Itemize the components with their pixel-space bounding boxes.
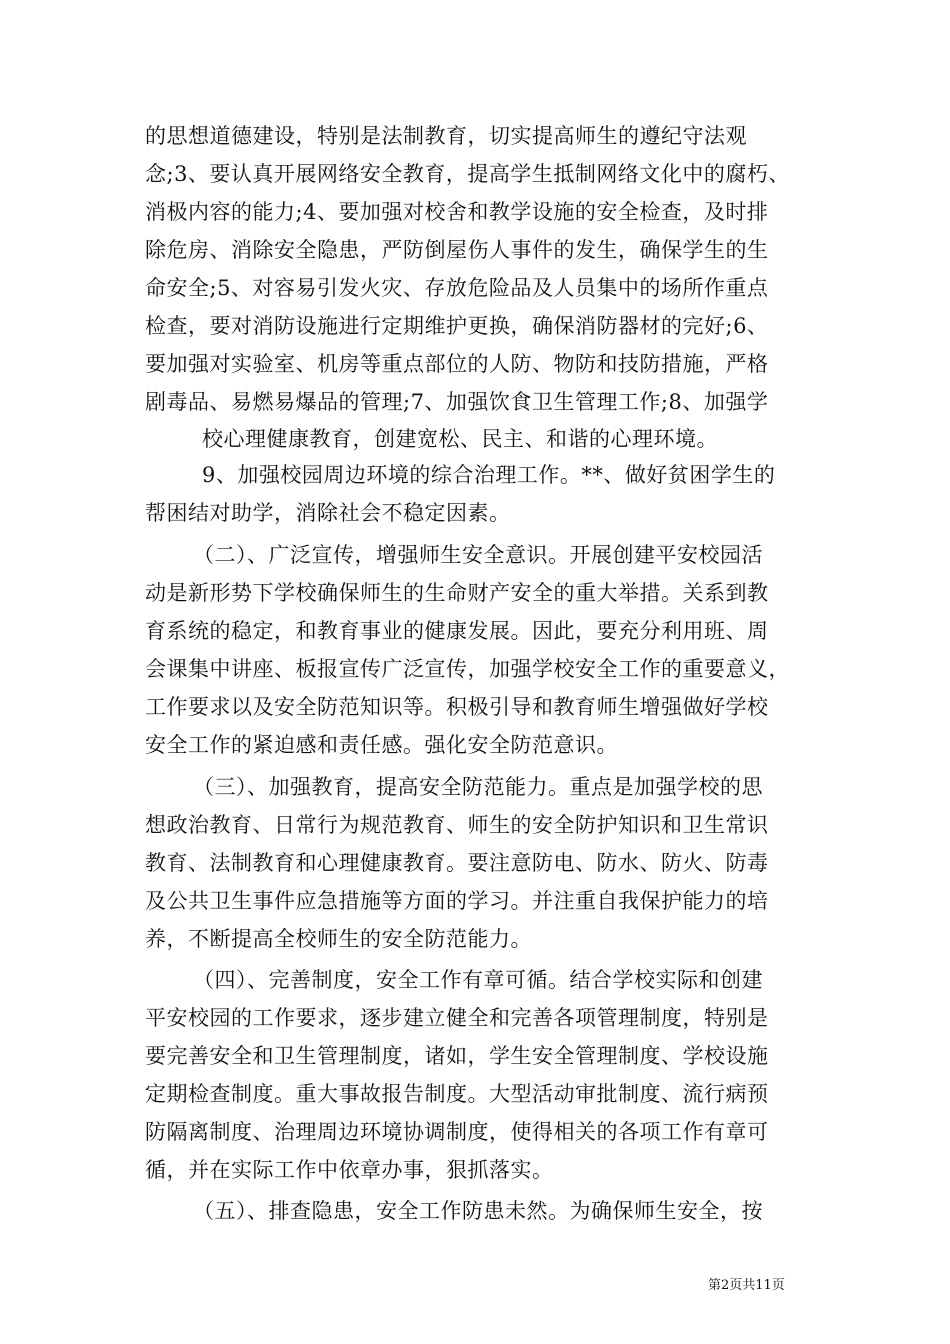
text-line: 剧毒品、易燃易爆品的管理;7、加强饮食卫生管理工作;8、加强学 [145,390,769,414]
text-line: 消极内容的能力;4、要加强对校舍和教学设施的安全检查，及时排 [145,200,769,224]
text-line: 养，不断提高全校师生的安全防范能力。 [145,927,532,951]
text-line: 定期检查制度。重大事故报告制度。大型活动审批制度、流行病预 [145,1082,769,1106]
text-line: 会课集中讲座、板报宣传广泛宣传，加强学校安全工作的重要意义， [145,657,790,681]
text-line: 帮困结对助学，消除社会不稳定因素。 [145,501,511,525]
text-line: 检查，要对消防设施进行定期维护更换，确保消防器材的完好;6、 [145,314,769,338]
text-line: 动是新形势下学校确保师生的生命财产安全的重大举措。关系到教 [145,581,769,605]
text-line: 命安全;5、对容易引发火灾、存放危险品及人员集中的场所作重点 [145,276,769,300]
text-line: （二）、广泛宣传，增强师生安全意识。开展创建平安校园活 [193,543,763,567]
text-line: 除危房、消除安全隐患，严防倒屋伤人事件的发生，确保学生的生 [145,238,769,262]
text-line: 要加强对实验室、机房等重点部位的人防、物防和技防措施，严格 [145,352,769,376]
text-line: 校心理健康教育，创建宽松、民主、和谐的心理环境。 [202,427,718,451]
text-line: （三）、加强教育，提高安全防范能力。重点是加强学校的思 [193,775,763,799]
text-line: 念;3、要认真开展网络安全教育，提高学生抵制网络文化中的腐朽、 [145,162,790,186]
text-line: 的思想道德建设，特别是法制教育，切实提高师生的遵纪守法观 [145,124,747,148]
text-line: 工作要求以及安全防范知识等。积极引导和教育师生增强做好学校 [145,695,769,719]
text-line: 及公共卫生事件应急措施等方面的学习。并注重自我保护能力的培 [145,889,769,913]
page-number-footer: 第2页共11页 [708,1278,785,1293]
text-line: （四）、完善制度，安全工作有章可循。结合学校实际和创建 [193,968,763,992]
text-line: 教育、法制教育和心理健康教育。要注意防电、防水、防火、防毒 [145,851,769,875]
text-line: 育系统的稳定，和教育事业的健康发展。因此，要充分利用班、周 [145,619,769,643]
text-line: 平安校园的工作要求，逐步建立健全和完善各项管理制度，特别是 [145,1006,769,1030]
text-line: 要完善安全和卫生管理制度，诸如，学生安全管理制度、学校设施 [145,1044,769,1068]
text-line: 9、加强校园周边环境的综合治理工作。**、做好贫困学生的 [202,463,776,487]
text-line: （五）、排查隐患，安全工作防患未然。为确保师生安全，按 [193,1199,763,1223]
text-line: 循，并在实际工作中依章办事，狠抓落实。 [145,1158,554,1182]
text-line: 想政治教育、日常行为规范教育、师生的安全防护知识和卫生常识 [145,813,769,837]
text-line: 安全工作的紧迫感和责任感。强化安全防范意识。 [145,733,618,757]
text-line: 防隔离制度、治理周边环境协调制度，使得相关的各项工作有章可 [145,1120,769,1144]
